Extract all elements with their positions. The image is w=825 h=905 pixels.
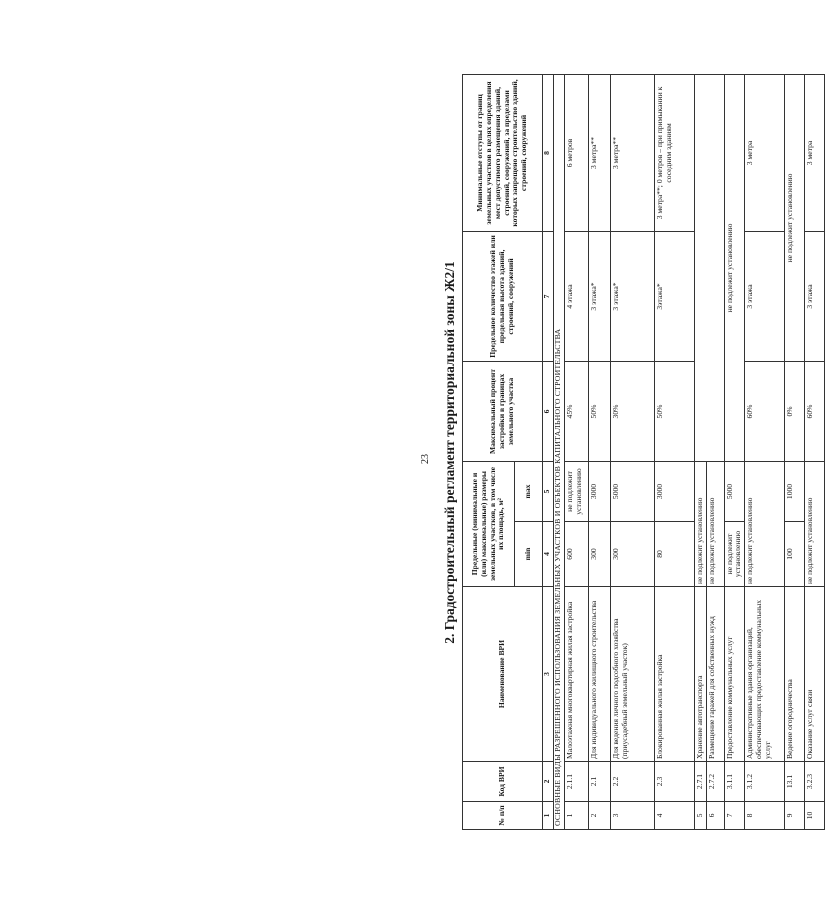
cell-num: 6 [706, 802, 724, 830]
cell-max: 1000 [785, 461, 805, 521]
cell-setback: 3 метра [805, 74, 825, 231]
cell-max: 5000 [724, 461, 744, 521]
cell-span: не подлежит установлению [724, 74, 744, 461]
cell-name: Для индивидуального жилищного строительства [589, 587, 611, 762]
cell-span: не подлежит установлению [785, 74, 805, 361]
cell-span: не подлежит установлению [745, 461, 785, 586]
cell-code: 2.2 [611, 762, 655, 802]
header-floors: Предельное количество этажей или предельная высота зданий, строений, сооружений [463, 231, 543, 361]
cell-code: 2.1 [589, 762, 611, 802]
section-title: ОСНОВНЫЕ ВИДЫ РАЗРЕШЕННОГО ИСПОЛЬЗОВАНИЯ ЗЕМЕЛЬНЫХ УЧАСТКОВ И ОБЪЕКТОВ КАПИТАЛЬНОГО СТРОИТЕЛЬСТВА [554, 74, 565, 829]
cell-num: 10 [805, 802, 825, 830]
col-num: 5 [543, 461, 554, 521]
col-num: 4 [543, 522, 554, 587]
cell-percent: 0% [785, 361, 805, 461]
cell-name: Размещение гаражей для собственных нужд [706, 587, 724, 762]
cell-floors: 3 этажа [805, 231, 825, 361]
cell-floors: 3 этажа* [611, 231, 655, 361]
cell-name: Блокированная жилая застройка [655, 587, 695, 762]
header-num: № п/п [463, 802, 543, 830]
table-row [785, 74, 805, 829]
cell-code: 2.1.1 [565, 762, 589, 802]
cell-num: 3 [611, 802, 655, 830]
table-row [589, 74, 611, 829]
cell-num: 9 [785, 802, 805, 830]
header-setback: Минимальные отступы от границ земельных участков в целях определения мест допустимого размещения зданий, строений, сооружений, за пределами которых запрещено строительство зданий, строений, сооружений [463, 74, 543, 231]
cell-percent: 30% [611, 361, 655, 461]
cell-num: 7 [724, 802, 744, 830]
cell-percent: 50% [589, 361, 611, 461]
col-num: 2 [543, 762, 554, 802]
header-max: max [515, 461, 543, 521]
cell-min: 80 [655, 522, 695, 587]
cell-code: 3.1.1 [724, 762, 744, 802]
table-row [805, 74, 825, 829]
cell-name: Ведение огородничества [785, 587, 805, 762]
cell-floors: 3 этажа [745, 231, 785, 361]
table-row [565, 74, 589, 829]
cell-name: Малоэтажная многоквартирная жилая застройка [565, 587, 589, 762]
cell-span: не подлежит установлению [706, 461, 724, 586]
cell-num: 2 [589, 802, 611, 830]
cell-min: не подлежит установлению [724, 522, 744, 587]
cell-floors: 3 этажа* [589, 231, 611, 361]
cell-name: Предоставление коммунальных услуг [724, 587, 744, 762]
cell-floors: 3этажа* [655, 231, 695, 361]
cell-num: 5 [695, 802, 707, 830]
header-row [463, 74, 515, 829]
cell-setback: 6 метров [565, 74, 589, 231]
cell-span: не подлежит установлению [805, 461, 825, 586]
cell-max: 3000 [655, 461, 695, 521]
cell-setback: 3 метра** [589, 74, 611, 231]
cell-setback: 3 метра**; 0 метров – при примыкании к соседним зданиям [655, 74, 695, 231]
regulation-table [462, 74, 825, 830]
cell-max: не подлежит установлению [565, 461, 589, 521]
cell-code: 13.1 [785, 762, 805, 802]
cell-min: 300 [611, 522, 655, 587]
header-percent: Максимальный процент застройки в границах земельного участка [463, 361, 543, 461]
document-title: 2. Градостроительный регламент территориальной зоны Ж2/1 [442, 261, 457, 644]
cell-span: не подлежит установлению [695, 461, 707, 586]
section-row [554, 74, 565, 829]
cell-percent: 45% [565, 361, 589, 461]
table-row [695, 74, 707, 829]
cell-code: 2.3 [655, 762, 695, 802]
cell-setback: 3 метра** [611, 74, 655, 231]
cell-min: 300 [589, 522, 611, 587]
header-code: Код ВРИ [463, 762, 543, 802]
page-number: 23 [420, 454, 431, 464]
cell-num: 8 [745, 802, 785, 830]
cell-name: Хранение автотранспорта [695, 587, 707, 762]
cell-min: 100 [785, 522, 805, 587]
col-num: 1 [543, 802, 554, 830]
cell-max: 3000 [589, 461, 611, 521]
cell-name: Для ведения личного подсобного хозяйства (приусадебный земельный участок) [611, 587, 655, 762]
table-row [655, 74, 695, 829]
header-min: min [515, 522, 543, 587]
table-row [611, 74, 655, 829]
col-num: 8 [543, 74, 554, 231]
cell-setback: 3 метра [745, 74, 785, 231]
cell-min: 600 [565, 522, 589, 587]
cell-name: Административные здания организаций, обеспечивающих предоставление коммунальных услуг [745, 587, 785, 762]
column-number-row [543, 74, 554, 829]
header-plot-size: Предельные (минимальные и (или) максимальные) размеры земельных участков, в том числе их площадь, м² [463, 461, 515, 586]
cell-code: 2.7.1 [695, 762, 707, 802]
cell-percent: 60% [805, 361, 825, 461]
cell-max: 5000 [611, 461, 655, 521]
cell-num: 4 [655, 802, 695, 830]
cell-empty [695, 74, 725, 461]
cell-code: 3.2.3 [805, 762, 825, 802]
cell-floors: 4 этажа [565, 231, 589, 361]
cell-percent: 50% [655, 361, 695, 461]
table-row [745, 74, 785, 829]
cell-code: 2.7.2 [706, 762, 724, 802]
col-num: 6 [543, 361, 554, 461]
col-num: 3 [543, 587, 554, 762]
header-name: Наименование ВРИ [463, 587, 543, 762]
cell-code: 3.1.2 [745, 762, 785, 802]
cell-percent: 60% [745, 361, 785, 461]
cell-name: Оказание услуг связи [805, 587, 825, 762]
cell-num: 1 [565, 802, 589, 830]
col-num: 7 [543, 231, 554, 361]
table-row [724, 74, 744, 829]
